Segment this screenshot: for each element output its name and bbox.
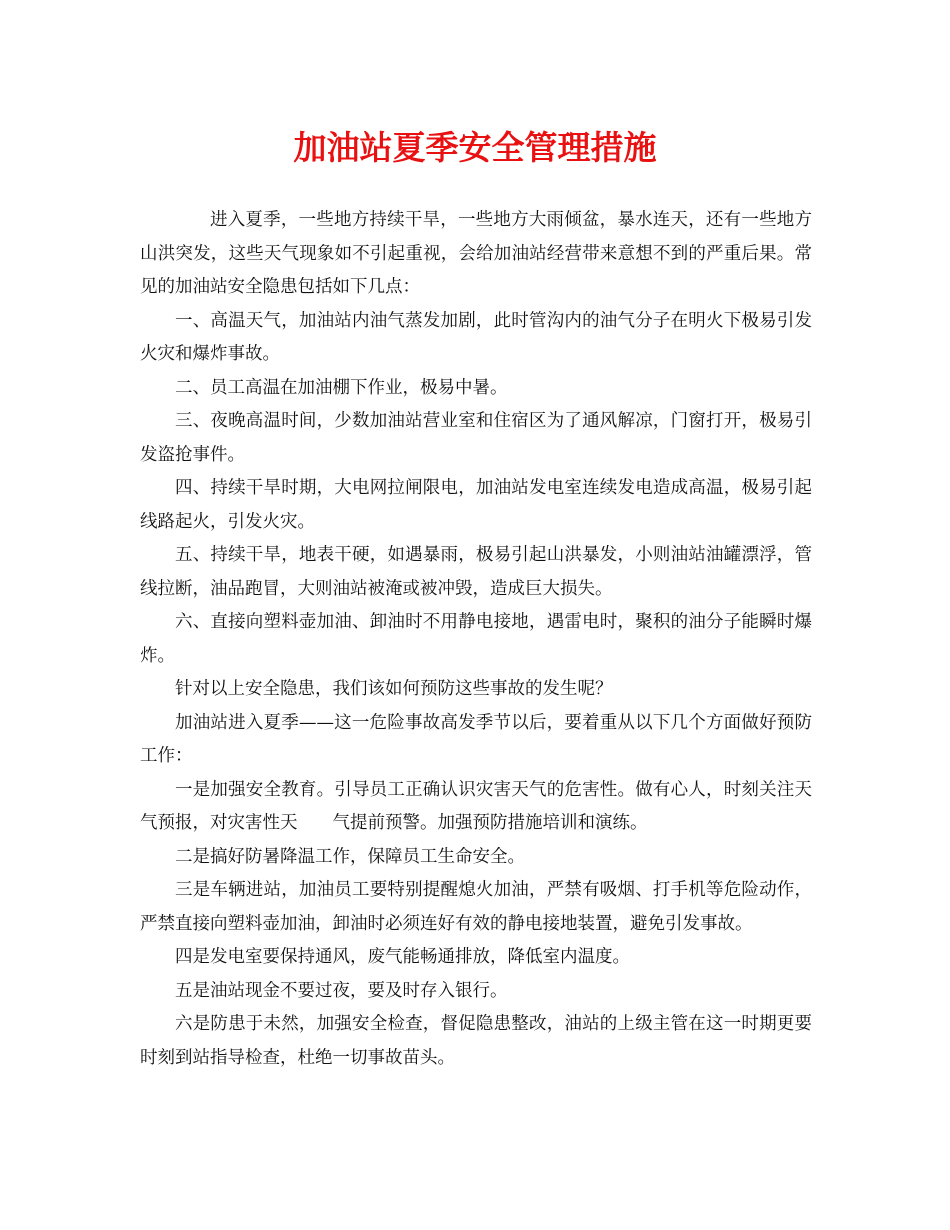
paragraph-measure-2: 二是搞好防暑降温工作，保障员工生命安全。 (175, 846, 525, 867)
paragraph-hazard-4: 四、持续干旱时期，大电网拉闸限电，加油站发电室连续发电造成高温，极易引起线路起火，引发火灾。 (140, 478, 812, 532)
paragraph-measure-6: 六是防患于未然，加强安全检查，督促隐患整改，油站的上级主管在这一时期更要时刻到站指导检查，杜绝一切事故苗头。 (140, 1014, 812, 1068)
paragraph-hazard-1: 一、高温天气，加油站内油气蒸发加剧，此时管沟内的油气分子在明火下极易引发火灾和爆炸事故。 (140, 310, 812, 364)
paragraph-measure-5: 五是油站现金不要过夜，要及时存入银行。 (175, 980, 508, 1001)
paragraph-hazard-6: 六、直接向塑料壶加油、卸油时不用静电接地，遇雷电时，聚积的油分子能瞬时爆炸。 (140, 612, 812, 666)
paragraph-hazard-2: 二、员工高温在加油棚下作业，极易中暑。 (175, 377, 508, 398)
document-body (140, 204, 812, 1075)
paragraph-hazard-3: 三、夜晚高温时间，少数加油站营业室和住宿区为了通风解凉，门窗打开，极易引发盗抢事件。 (140, 411, 812, 465)
paragraph-measure-4: 四是发电室要保持通风，废气能畅通排放，降低室内温度。 (175, 947, 630, 967)
document-title: 加油站夏季安全管理措施 (293, 128, 657, 167)
paragraph-measure-3: 三是车辆进站，加油员工要特别提醒熄火加油，严禁有吸烟、打手机等危险动作，严禁直接向塑料壶加油，卸油时必须连好有效的静电接地装置，避免引发事故。 (140, 880, 812, 934)
paragraph-question: 针对以上安全隐患，我们该如何预防这些事故的发生呢？ (175, 679, 613, 699)
paragraph-prevention-intro: 加油站进入夏季——这一危险事故高发季节以后，要着重从以下几个方面做好预防工作： (140, 712, 812, 766)
paragraph-hazard-5: 五、持续干旱，地表干硬，如遇暴雨，极易引起山洪暴发，小则油站油罐漂浮，管线拉断，油品跑冒，大则油站被淹或被冲毁，造成巨大损失。 (140, 545, 812, 599)
paragraph-intro: 进入夏季，一些地方持续干旱，一些地方大雨倾盆，暴水连天，还有一些地方山洪突发，这些天气现象如不引起重视，会给加油站经营带来意想不到的严重后果。常见的加油站安全隐患包括如下几点： (140, 210, 812, 297)
paragraph-measure-1: 一是加强安全教育。引导员工正确认识灾害天气的危害性。做有心人，时刻关注天气预报，对灾害性天 气提前预警。加强预防措施培训和演练。 (140, 779, 812, 833)
